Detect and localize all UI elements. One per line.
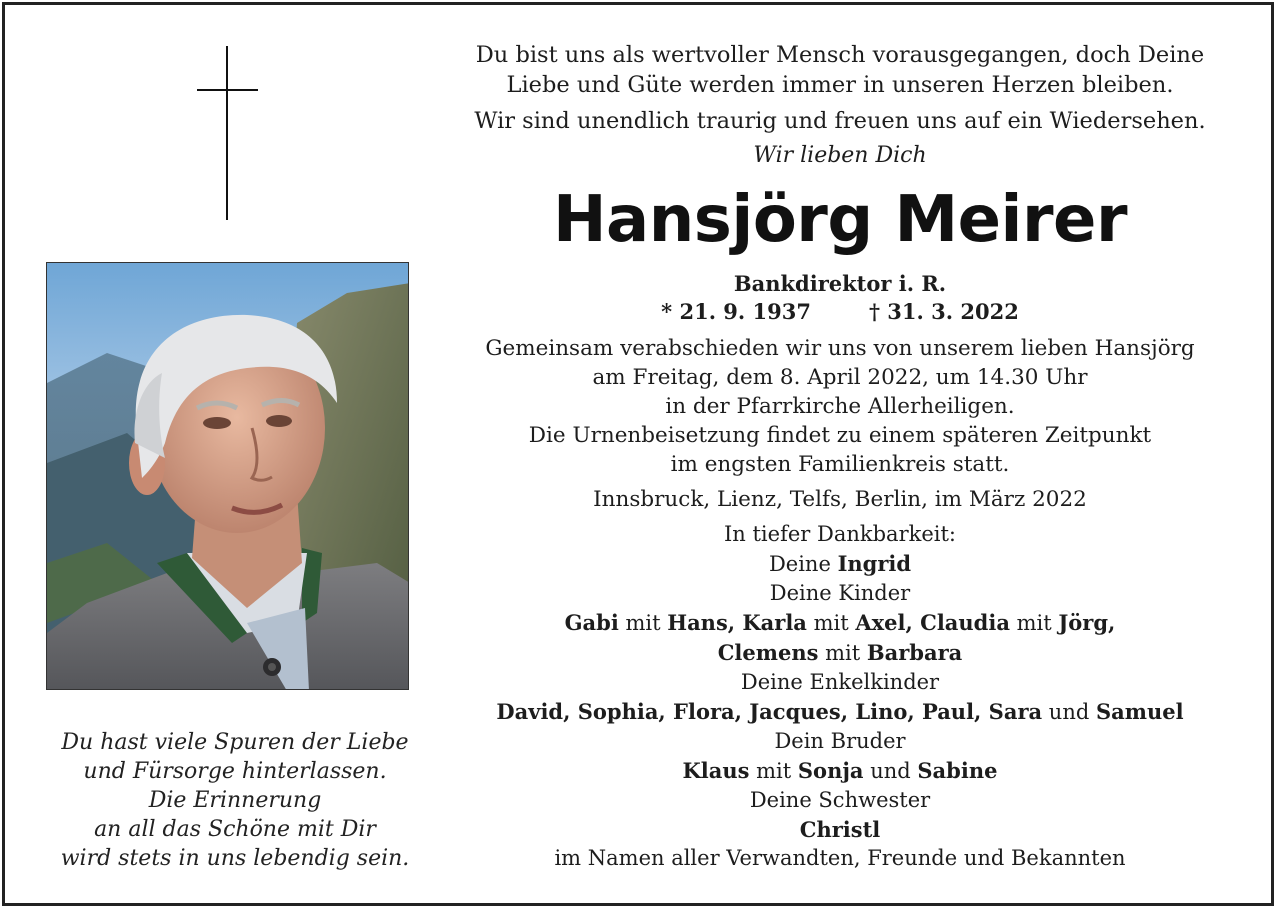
name-text: Barbara <box>866 640 963 665</box>
verse-line: an all das Schöne mit Dir <box>94 817 376 842</box>
connector-text: und <box>1042 700 1096 724</box>
funeral-line: Die Urnenbeisetzung findet zu einem späteren Zeitpunkt <box>528 423 1152 448</box>
verse-line: Die Erinnerung <box>148 788 322 813</box>
name-text: Samuel <box>1095 699 1184 724</box>
place-date <box>440 485 1240 514</box>
funeral-line: im engsten Familienkreis statt. <box>670 452 1010 477</box>
verse-line: Du hast viele Spuren der Liebe <box>61 730 409 755</box>
intro-line: Du bist uns als wertvoller Mensch vorausgegangen, doch Deine <box>475 42 1205 68</box>
connector-text: mit <box>806 611 856 635</box>
children-line-2 <box>440 638 1240 668</box>
brother-line <box>440 756 1240 786</box>
grandchildren-line <box>440 697 1240 727</box>
sister-name: Christl <box>799 817 881 842</box>
birth-date: * 21. 9. 1937 <box>661 299 811 324</box>
funeral-line: in der Pfarrkirche Allerheiligen. <box>665 394 1015 419</box>
verse-line: und Fürsorge hinterlassen. <box>83 759 387 784</box>
funeral-line: am Freitag, dem 8. April 2022, um 14.30 Uhr <box>592 365 1088 390</box>
connector-text: und <box>863 759 918 783</box>
name-text: Sabine <box>917 758 998 783</box>
name-text: Jörg, <box>1058 610 1116 635</box>
closing-line: im Namen aller Verwandten, Freunde und Bekannten <box>554 846 1126 870</box>
children-line-1 <box>440 608 1240 638</box>
name-text: Sonja <box>797 758 864 783</box>
name-text: Klaus <box>682 758 750 783</box>
death-date: † 31. 3. 2022 <box>869 299 1019 324</box>
funeral-line: Gemeinsam verabschieden wir uns von unserem lieben Hansjörg <box>485 336 1195 361</box>
wife-line <box>440 549 1240 579</box>
children-label: Deine Kinder <box>769 581 911 605</box>
wife-prefix: Deine <box>768 552 831 576</box>
memorial-verse <box>30 728 440 873</box>
name-text: Axel, Claudia <box>855 610 1010 635</box>
portrait-photo <box>46 262 409 690</box>
connector-text: mit <box>749 759 798 783</box>
motto: Wir lieben Dich <box>753 143 927 168</box>
intro-text <box>440 40 1240 136</box>
intro-line: Wir sind unendlich traurig und freuen uns auf ein Wiedersehen. <box>474 108 1206 134</box>
gratitude-line: In tiefer Dankbarkeit: <box>724 522 956 546</box>
name-text: David, Sophia, Flora, Jacques, Lino, Paul, Sara <box>496 699 1043 724</box>
brother-label: Dein Bruder <box>774 729 906 753</box>
sister-label: Deine Schwester <box>749 788 931 812</box>
deceased-name: Hansjörg Meirer <box>552 183 1128 257</box>
name-text: Hans, Karla <box>667 610 807 635</box>
grandchildren-label: Deine Enkelkinder <box>740 670 940 694</box>
verse-line: wird stets in uns lebendig sein. <box>60 846 410 871</box>
name-text: Clemens <box>717 640 819 665</box>
connector-text: mit <box>818 641 867 665</box>
wife-name: Ingrid <box>837 551 912 576</box>
connector-text: mit <box>618 611 668 635</box>
occupation: Bankdirektor i. R. <box>733 271 947 296</box>
funeral-details <box>440 334 1240 479</box>
connector-text: mit <box>1009 611 1059 635</box>
place-date-line: Innsbruck, Lienz, Telfs, Berlin, im März 2022 <box>593 487 1087 512</box>
name-text: Gabi <box>564 610 619 635</box>
family-list <box>440 520 1240 873</box>
intro-line: Liebe und Güte werden immer in unseren Herzen bleiben. <box>506 72 1174 98</box>
title-block <box>440 270 1240 326</box>
